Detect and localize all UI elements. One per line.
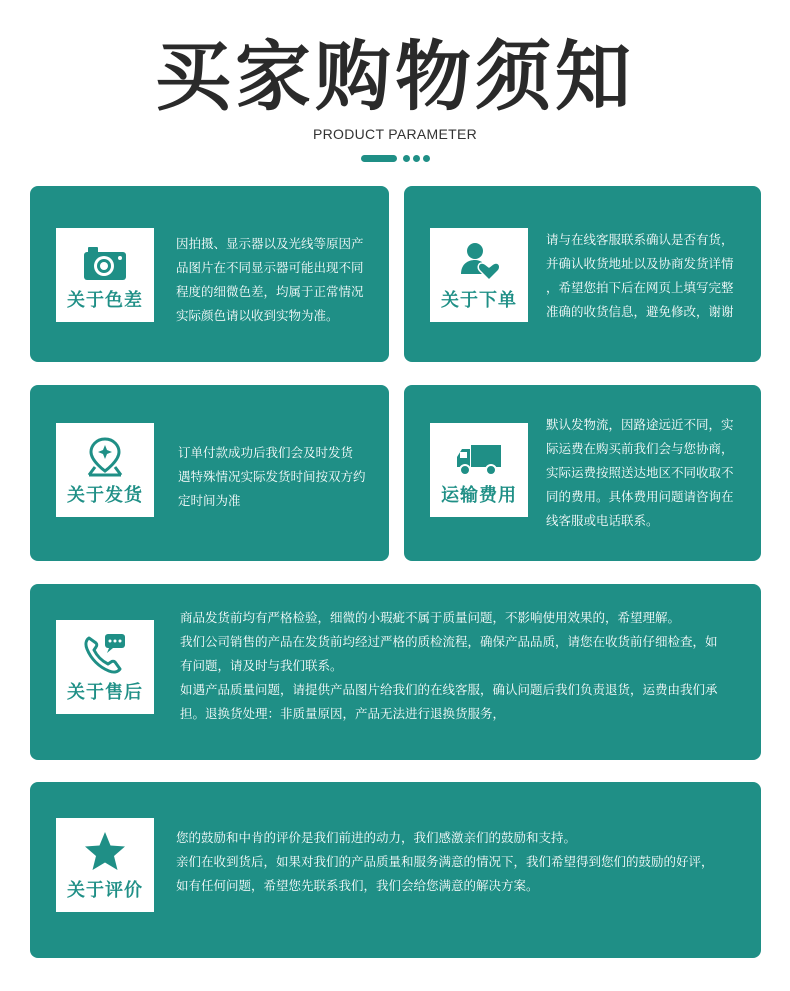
text-line: 请与在线客服联系确认是否有货， [546,232,734,247]
badge-label: 关于下单 [441,290,517,311]
text-line: 如遇产品质量问题，请提供产品图片给我们的在线客服，确认问题后我们负责退货，运费由我们承 [180,682,718,697]
page-subtitle: PRODUCT PARAMETER [312,126,478,142]
text-line: 实际运费按照送达地区不同收取不 [546,465,734,480]
text-line: 因拍摄、显示器以及光线等原因产 [176,236,364,251]
badge-review [56,818,154,912]
text-line: 您的鼓励和中肯的评价是我们前进的动力，我们感激亲们的鼓励和支持。 [176,830,577,845]
text-line: 际运费在购买前我们会与您协商， [546,441,734,456]
badge-label: 运输费用 [441,485,517,506]
text-line: 定时间为准 [178,493,241,508]
card-text [176,826,752,898]
badge-freight [430,423,528,517]
badge-label: 关于评价 [67,880,143,901]
card-text [546,228,752,324]
truck-icon [455,443,503,477]
divider-dot [423,155,430,162]
camera-icon [82,244,128,282]
divider-dot [403,155,410,162]
badge-order [430,228,528,322]
divider-bar [361,155,397,162]
text-line: 线客服或电话联系。 [546,513,659,528]
text-line: ，希望您拍下后在网页上填写完整 [546,280,734,295]
badge-label: 关于售后 [67,682,143,703]
card-color-difference [30,186,389,362]
card-text [546,413,752,533]
divider-dot [413,155,420,162]
text-line: 默认发物流，因路途远近不同，实 [546,417,734,432]
text-line: 如有任何问题，希望您先联系我们，我们会给您满意的解决方案。 [176,878,539,893]
badge-shipping [56,423,154,517]
card-text [178,441,378,513]
text-line: 我们公司销售的产品在发货前均经过严格的质检流程，确保产品品质，请您在收货前仔细检查，如 [180,634,718,649]
card-order [404,186,761,362]
text-line: 亲们在收到货后，如果对我们的产品质量和服务满意的情况下，我们希望得到您们的鼓励的好评， [176,854,714,869]
badge-label: 关于色差 [67,290,143,311]
phone-chat-icon [83,632,127,674]
text-line: 程度的细微色差，均属于正常情况 [176,284,364,299]
text-line: 担。退换货处理：非质量原因，产品无法进行退换货服务， [180,706,506,721]
text-line: 有问题，请及时与我们联系。 [180,658,343,673]
text-line: 品图片在不同显示器可能出现不同 [176,260,364,275]
card-review [30,782,761,958]
page-title: 买家购物须知 [155,32,635,121]
location-pin-icon [85,437,125,477]
text-line: 同的费用。具体费用问题请咨询在 [546,489,734,504]
text-line: 订单付款成功后我们会及时发货 [178,445,354,460]
text-line: 并确认收货地址以及协商发货详情 [546,256,734,271]
text-line: 实际颜色请以收到实物为准。 [176,308,339,323]
star-icon [83,830,127,872]
card-shipping [30,385,389,561]
user-heart-icon [458,240,500,282]
text-line: 商品发货前均有严格检验，细微的小瑕疵不属于质量问题，不影响使用效果的，希望理解。 [180,610,681,625]
badge-color-difference [56,228,154,322]
badge-after-sale [56,620,154,714]
text-line: 准确的收货信息，避免修改，谢谢 [546,304,734,319]
text-line: 遇特殊情况实际发货时间按双方约 [178,469,366,484]
card-text [176,232,376,328]
card-freight [404,385,761,561]
card-after-sale [30,584,761,760]
card-text [180,606,752,726]
badge-label: 关于发货 [67,485,143,506]
